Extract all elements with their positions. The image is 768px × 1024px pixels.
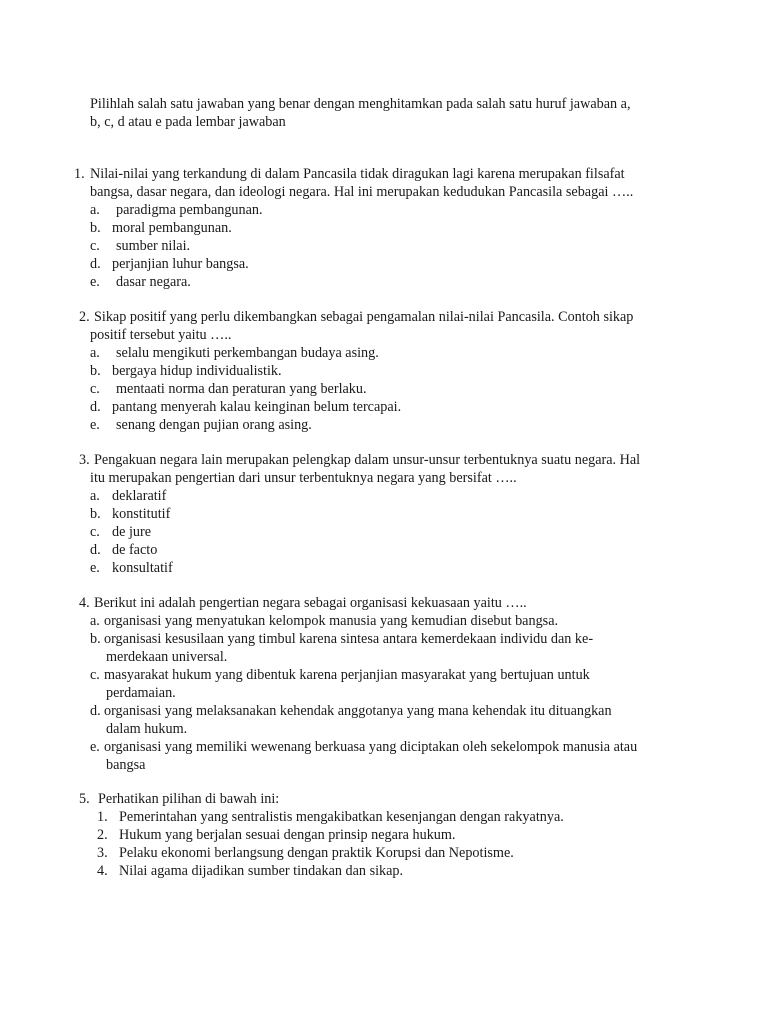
item-text: Nilai agama dijadikan sumber tindakan dan sikap. <box>119 863 404 879</box>
question-number: 2. <box>79 309 90 325</box>
option-text-continued: merdekaan universal. <box>106 649 228 665</box>
question-number: 5. <box>79 791 90 807</box>
option-text: organisasi yang memiliki wewenang berkuasa yang diciptakan oleh sekelompok manusia atau <box>104 739 638 755</box>
option-text: dasar negara. <box>116 274 191 290</box>
option-text-continued: dalam hukum. <box>106 721 188 737</box>
option-text: konsultatif <box>112 560 173 576</box>
option-letter: d. <box>90 542 101 558</box>
question-text: Perhatikan pilihan di bawah ini: <box>98 791 280 807</box>
question-text: Nilai-nilai yang terkandung di dalam Pancasila tidak diragukan lagi karena merupakan filsafat <box>90 166 625 182</box>
option-text-continued: perdamaian. <box>106 685 176 701</box>
option-letter: a. <box>90 202 100 218</box>
option-text: de facto <box>112 542 158 558</box>
option-letter: a. <box>90 345 100 361</box>
option-text: mentaati norma dan peraturan yang berlaku. <box>116 381 367 397</box>
option-text: konstitutif <box>112 506 171 522</box>
option-letter: e. <box>90 417 100 433</box>
question-text: itu merupakan pengertian dari unsur terbentuknya negara yang bersifat ….. <box>90 470 517 486</box>
option-letter: b. <box>90 363 101 379</box>
option-letter: b. <box>90 220 101 236</box>
option-letter: d. <box>90 256 101 272</box>
instruction-line: Pilihlah salah satu jawaban yang benar dengan menghitamkan pada salah satu huruf jawaban a, <box>90 96 631 112</box>
option-text: moral pembangunan. <box>112 220 232 236</box>
question-text: Pengakuan negara lain merupakan pelengkap dalam unsur-unsur terbentuknya suatu negara. Hal <box>94 452 641 468</box>
option-text: de jure <box>112 524 151 540</box>
option-text: organisasi yang melaksanakan kehendak anggotanya yang mana kehendak itu dituangkan <box>104 703 612 719</box>
item-text: Pelaku ekonomi berlangsung dengan praktik Korupsi dan Nepotisme. <box>119 845 514 861</box>
option-text: perjanjian luhur bangsa. <box>112 256 249 272</box>
option-letter: b. <box>90 631 101 647</box>
option-letter: c. <box>90 524 100 540</box>
option-letter: a. <box>90 613 100 629</box>
item-number: 4. <box>97 863 108 879</box>
option-text: paradigma pembangunan. <box>116 202 263 218</box>
item-number: 2. <box>97 827 108 843</box>
option-letter: c. <box>90 238 100 254</box>
option-letter: e. <box>90 560 100 576</box>
option-text: sumber nilai. <box>116 238 191 254</box>
option-text: pantang menyerah kalau keinginan belum tercapai. <box>112 399 402 415</box>
option-text: bergaya hidup individualistik. <box>112 363 282 379</box>
question-text: positif tersebut yaitu ….. <box>90 327 232 343</box>
option-text: masyarakat hukum yang dibentuk karena perjanjian masyarakat yang bertujuan untuk <box>104 667 590 683</box>
item-text: Pemerintahan yang sentralistis mengakibatkan kesenjangan dengan rakyatnya. <box>119 809 564 825</box>
item-number: 3. <box>97 845 108 861</box>
option-text: deklaratif <box>112 488 167 504</box>
item-text: Hukum yang berjalan sesuai dengan prinsip negara hukum. <box>119 827 456 843</box>
option-text: senang dengan pujian orang asing. <box>116 417 312 433</box>
question-text: bangsa, dasar negara, dan ideologi negara. Hal ini merupakan kedudukan Pancasila sebagai ….. <box>90 184 634 200</box>
option-text: organisasi yang menyatukan kelompok manusia yang kemudian disebut bangsa. <box>104 613 559 629</box>
option-text: selalu mengikuti perkembangan budaya asing. <box>116 345 379 361</box>
option-letter: b. <box>90 506 101 522</box>
option-letter: c. <box>90 381 100 397</box>
option-letter: e. <box>90 739 100 755</box>
question-text: Sikap positif yang perlu dikembangkan sebagai pengamalan nilai-nilai Pancasila. Contoh sikap <box>94 309 634 325</box>
option-letter: d. <box>90 399 101 415</box>
option-letter: a. <box>90 488 100 504</box>
option-text: organisasi kesusilaan yang timbul karena sintesa antara kemerdekaan individu dan ke- <box>104 631 594 647</box>
question-number: 4. <box>79 595 90 611</box>
option-letter: c. <box>90 667 100 683</box>
question-number: 3. <box>79 452 90 468</box>
option-letter: e. <box>90 274 100 290</box>
option-text-continued: bangsa <box>106 757 146 773</box>
instruction-line: b, c, d atau e pada lembar jawaban <box>90 114 286 130</box>
question-text: Berikut ini adalah pengertian negara sebagai organisasi kekuasaan yaitu ….. <box>94 595 527 611</box>
item-number: 1. <box>97 809 108 825</box>
option-letter: d. <box>90 703 101 719</box>
instruction-text <box>90 95 690 131</box>
question-number: 1. <box>74 166 85 182</box>
